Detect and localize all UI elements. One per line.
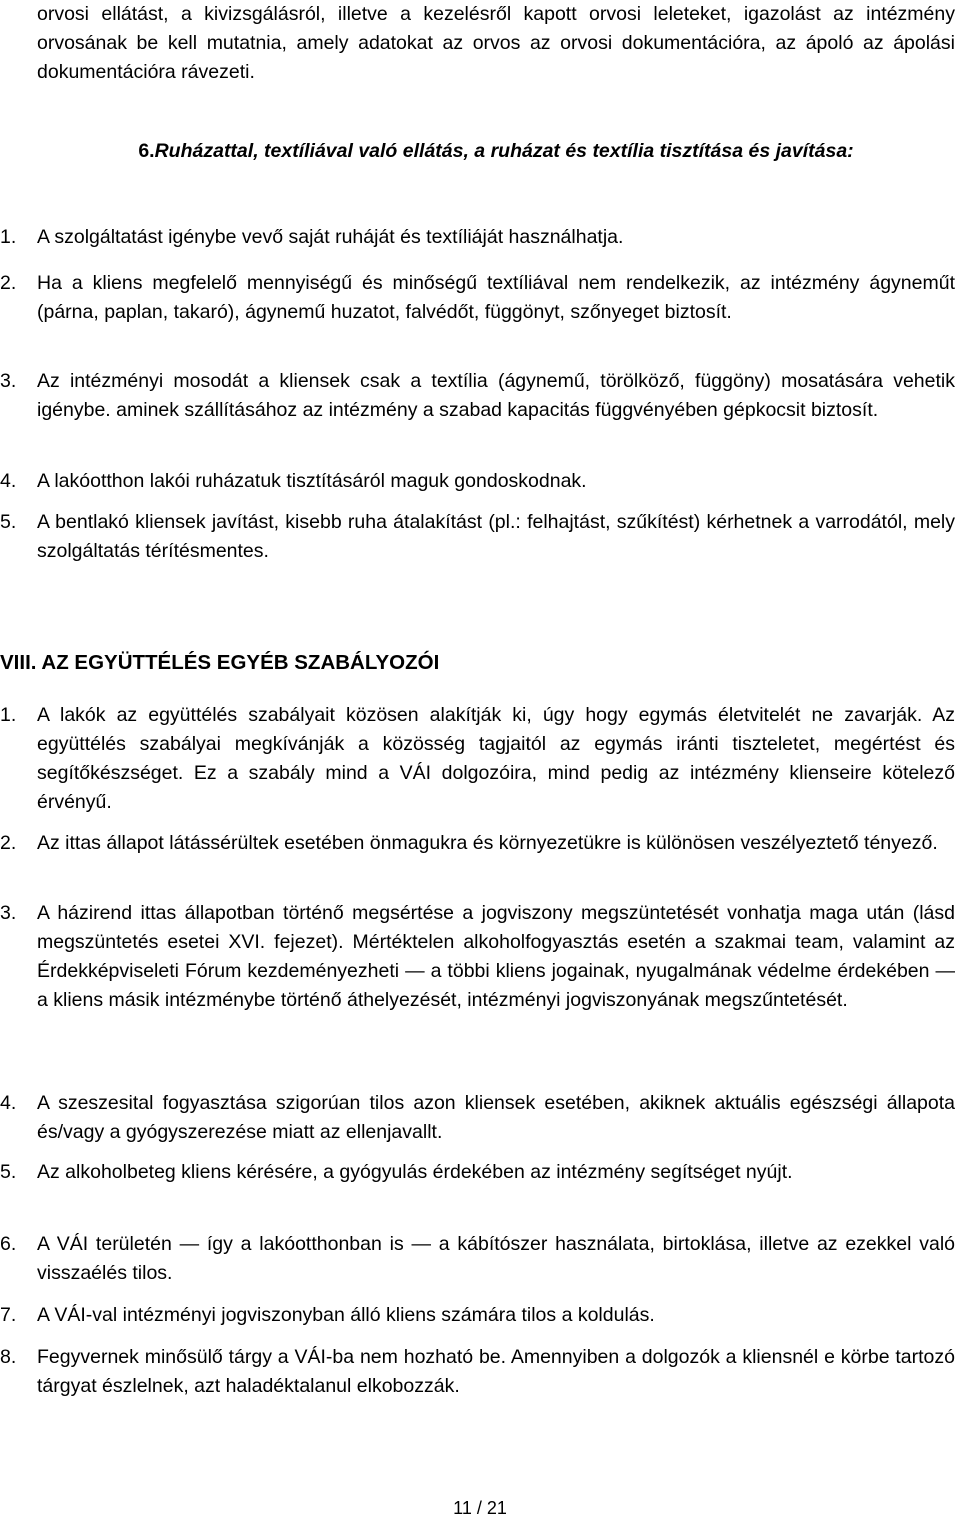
item-text: Az intézményi mosodát a kliensek csak a textília (ágynemű, törölköző, függöny) mosatására vehetik igénybe. aminek szállításához az intézmény a szabad kapacitás függvényében gépkocsit biztosít.: [37, 370, 955, 421]
item-text: A házirend ittas állapotban történő megsértése a jogviszony megszüntetését vonhatja maga után (lásd megszüntetés esetei XVI. fejezet). Mértéktelen alkoholfogyasztás esetén a szakmai team, valamint az Érdekképviseleti Fórum kezdeményezheti — a többi kliens jogainak, nyugalmának védelme érdekében — a kliens másik intézménybe történő áthelyezését, intézményi jogviszonyának megszűntetését.: [37, 902, 955, 1011]
section-8-item-4: 4. A szeszesital fogyasztása szigorúan tilos azon kliensek esetében, akiknek aktuális egészségi állapota és/vagy a gyógyszerezése miatt az ellenjavallt.: [37, 1089, 955, 1147]
section-8-item-2: 2. Az ittas állapot látássérültek esetében önmagukra és környezetükre is különösen veszélyeztető tényező.: [37, 829, 955, 858]
item-text: A VÁI területén — így a lakóotthonban is — a kábítószer használata, birtoklása, illetve az ezekkel való visszaélés tilos.: [37, 1233, 955, 1284]
section-6-title: Ruházattal, textíliával való ellátás, a ruházat és textília tisztítása és javítása:: [154, 140, 854, 162]
intro-paragraph: [37, 0, 955, 87]
item-text: Ha a kliens megfelelő mennyiségű és minőségű textíliával nem rendelkezik, az intézmény ágyneműt (párna, paplan, takaró), ágynemű huzatot, falvédőt, függönyt, szőnyeget biztosít.: [37, 272, 955, 323]
item-text: A bentlakó kliensek javítást, kisebb ruha átalakítást (pl.: felhajtást, szűkítést) kérhetnek a varrodától, mely szolgáltatás térítésmentes.: [37, 511, 955, 562]
item-text: A szolgáltatást igénybe vevő saját ruháját és textíliáját használhatja.: [37, 226, 624, 248]
section-8-item-8: 8. Fegyvernek minősülő tárgy a VÁI-ba nem hozható be. Amennyiben a dolgozók a kliensnél e körbe tartozó tárgyat észlelnek, azt haladéktalanul elkobozzák.: [37, 1343, 955, 1401]
section-8-item-1: 1. A lakók az együttélés szabályait közösen alakítják ki, úgy hogy egymás életvitelét ne zavarják. Az együttélés szabályai megkívánják a közösség tagjaitól az egymás iránti tiszteletet, megértést és segítőkészséget. Ez a szabály mind a VÁI dolgozóira, mind pedig az intézmény klienseire kötelező érvényű.: [37, 701, 955, 817]
item-text: A szeszesital fogyasztása szigorúan tilos azon kliensek esetében, akiknek aktuális egészségi állapota és/vagy a gyógyszerezése miatt az ellenjavallt.: [37, 1092, 955, 1143]
item-text: A VÁI-val intézményi jogviszonyban álló kliens számára tilos a koldulás.: [37, 1304, 655, 1326]
section-6-item-1: 1. A szolgáltatást igénybe vevő saját ruháját és textíliáját használhatja.: [37, 223, 955, 252]
item-text: Az alkoholbeteg kliens kérésére, a gyógyulás érdekében az intézmény segítséget nyújt.: [37, 1161, 793, 1183]
intro-paragraph-text: orvosi ellátást, a kivizsgálásról, illetve a kezelésről kapott orvosi leleteket, igazolást az intézmény orvosának be kell mutatnia, amely adatokat az orvos az orvosi dokumentációra, az ápoló az ápolási dokumentációra rávezeti.: [37, 3, 955, 83]
section-6-item-3: 3. Az intézményi mosodát a kliensek csak a textília (ágynemű, törölköző, függöny) mosatására vehetik igénybe. aminek szállításához az intézmény a szabad kapacitás függvényében gépkocsit biztosít.: [37, 367, 955, 425]
section-6-item-5: 5. A bentlakó kliensek javítást, kisebb ruha átalakítást (pl.: felhajtást, szűkítést) kérhetnek a varrodától, mely szolgáltatás térítésmentes.: [37, 508, 955, 566]
page-number: 11 / 21: [453, 1498, 507, 1518]
section-6-number: 6.: [138, 140, 155, 162]
section-8-heading: VIII. AZ EGYÜTTÉLÉS EGYÉB SZABÁLYOZÓI: [0, 651, 440, 674]
section-8-item-7: 7. A VÁI-val intézményi jogviszonyban álló kliens számára tilos a koldulás.: [37, 1301, 955, 1330]
section-6-heading: [37, 136, 955, 166]
item-text: A lakók az együttélés szabályait közösen alakítják ki, úgy hogy egymás életvitelét ne zavarják. Az együttélés szabályai megkívánják a közösség tagjaitól az egymás iránti tiszteletet, megértést és segítőkészséget. Ez a szabály mind a VÁI dolgozóira, mind pedig az intézmény klienseire kötelező érvényű.: [37, 704, 955, 813]
item-text: Fegyvernek minősülő tárgy a VÁI-ba nem hozható be. Amennyiben a dolgozók a kliensnél e körbe tartozó tárgyat észlelnek, azt haladéktalanul elkobozzák.: [37, 1346, 955, 1397]
section-8-item-5: 5. Az alkoholbeteg kliens kérésére, a gyógyulás érdekében az intézmény segítséget nyújt.: [37, 1158, 955, 1187]
section-8-item-3: 3. A házirend ittas állapotban történő megsértése a jogviszony megszüntetését vonhatja maga után (lásd megszüntetés esetei XVI. fejezet). Mértéktelen alkoholfogyasztás esetén a szakmai team, valamint az Érdekképviseleti Fórum kezdeményezheti — a többi kliens jogainak, nyugalmának védelme érdekében — a kliens másik intézménybe történő áthelyezését, intézményi jogviszonyának megszűntetését.: [37, 899, 955, 1015]
section-8-item-6: 6. A VÁI területén — így a lakóotthonban is — a kábítószer használata, birtoklása, illetve az ezekkel való visszaélés tilos.: [37, 1230, 955, 1288]
item-text: A lakóotthon lakói ruházatuk tisztításáról maguk gondoskodnak.: [37, 470, 587, 492]
item-text: Az ittas állapot látássérültek esetében önmagukra és környezetükre is különösen veszélyeztető tényező.: [37, 832, 938, 854]
section-6-item-4: 4. A lakóotthon lakói ruházatuk tisztításáról maguk gondoskodnak.: [37, 467, 955, 496]
section-6-item-2: 2. Ha a kliens megfelelő mennyiségű és minőségű textíliával nem rendelkezik, az intézmény ágyneműt (párna, paplan, takaró), ágynemű huzatot, falvédőt, függönyt, szőnyeget biztosít.: [37, 269, 955, 327]
